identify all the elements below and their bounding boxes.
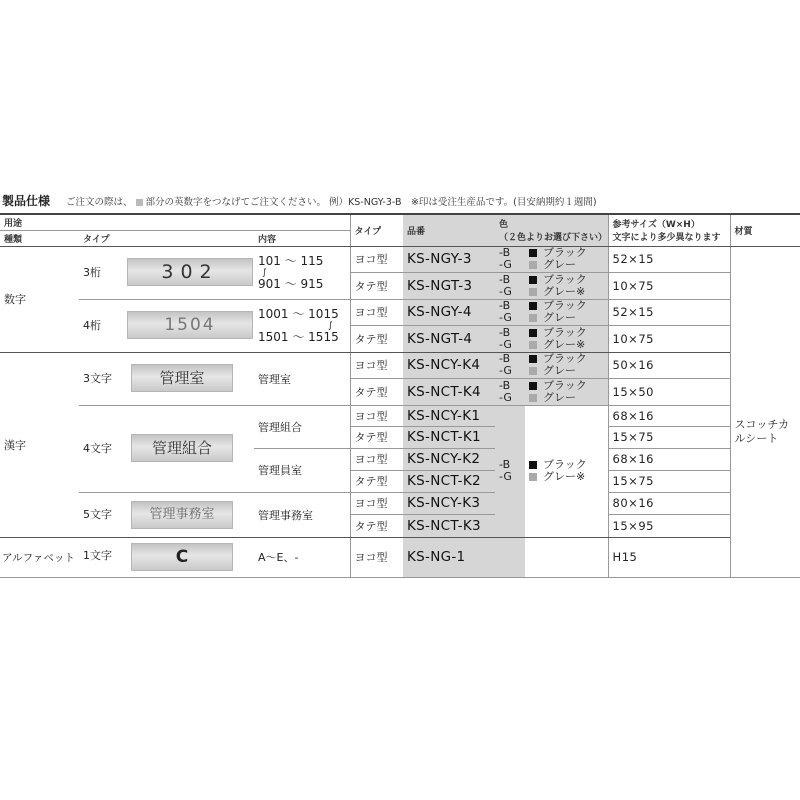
table-row: タテ型 KS-NGT-4 -B -G ブラック グレー※ 10×75 [0, 326, 800, 353]
col-color: 色 （２色よりお選び下さい） [495, 214, 608, 246]
order-note: ご注文の際は、 部分の英数字をつなげてご注文ください。 例）KS-NGY-3-B ※印は受注生産品です。(目安納期約１週間) [66, 197, 597, 208]
size-value: 10×75 [608, 273, 730, 300]
group-digits: 数字 [0, 246, 79, 352]
content-range: 1001 ～ 1015 ∫ 1501 ～ 1515 [254, 299, 350, 352]
part-number: KS-NCT-K1 [403, 427, 495, 449]
gray-swatch [529, 261, 537, 269]
part-number: KS-NGT-3 [403, 273, 495, 300]
black-swatch [529, 382, 537, 390]
sample-plate: 管理室 [131, 364, 233, 392]
part-number: KS-NG-1 [403, 537, 495, 577]
col-size: 参考サイズ（W×H） 文字により多少異なります [608, 214, 730, 246]
gray-swatch [529, 288, 537, 296]
black-swatch [529, 329, 537, 337]
col-part: 品番 [403, 214, 495, 246]
col-kind: 種類 [0, 230, 79, 246]
subtype-cell: 1文字 C [79, 537, 254, 577]
size-value: 52×15 [608, 246, 730, 273]
sample-plate: 302 [127, 258, 253, 286]
table-row: タテ型 KS-NCT-K1 15×75 [0, 427, 800, 449]
table-row: タテ型 KS-NCT-K2 15×75 [0, 471, 800, 493]
part-number: KS-NCT-K3 [403, 515, 495, 538]
subtype-cell: 3桁 302 [79, 246, 254, 299]
black-swatch [529, 249, 537, 257]
part-number: KS-NCT-K4 [403, 379, 495, 406]
size-value: H15 [608, 537, 730, 577]
col-content: 内容 [254, 230, 350, 246]
size-value: 15×95 [608, 515, 730, 538]
col-orient: タイプ [350, 214, 403, 246]
part-number: KS-NCY-K4 [403, 352, 495, 379]
size-value: 50×16 [608, 352, 730, 379]
sample-plate: 1504 [127, 311, 253, 339]
part-number: KS-NGT-4 [403, 326, 495, 353]
table-row: タテ型 KS-NCT-K4 -B -G ブラック グレー 15×50 [0, 379, 800, 406]
part-number: KS-NGY-3 [403, 246, 495, 273]
black-swatch [529, 302, 537, 310]
content-range: 101 ～ 115 ∫ 901 ～ 915 [254, 246, 350, 299]
gray-swatch [529, 341, 537, 349]
size-value: 15×75 [608, 427, 730, 449]
size-value: 10×75 [608, 326, 730, 353]
part-number: KS-NCY-K3 [403, 492, 495, 515]
group-kanji: 漢字 [0, 352, 79, 537]
sample-plate: 管理事務室 [131, 501, 233, 529]
size-value: 68×16 [608, 405, 730, 427]
material-cell: スコッチカルシート [730, 246, 800, 577]
black-swatch [529, 355, 537, 363]
table-row: アルファベット 1文字 C A～E、- ヨコ型 KS-NG-1 H15 [0, 537, 800, 577]
spec-header [0, 191, 800, 211]
subtype-cell: 4桁 1504 [79, 299, 254, 352]
black-swatch [529, 276, 537, 284]
col-material: 材質 [730, 214, 800, 246]
part-number: KS-NCY-K2 [403, 448, 495, 471]
sample-plate: 管理組合 [131, 434, 233, 462]
size-value: 80×16 [608, 492, 730, 515]
table-row: 管理員室 ヨコ型 KS-NCY-K2 68×16 [0, 448, 800, 471]
gray-swatch [529, 394, 537, 402]
black-swatch [529, 461, 537, 469]
col-use: 用途 [0, 214, 350, 230]
gray-swatch [529, 367, 537, 375]
table-row: タテ型 KS-NCT-K3 15×95 [0, 515, 800, 538]
spec-title: 製品仕様 [2, 194, 51, 208]
subtype-cell: 3文字 管理室 [79, 352, 254, 405]
table-row: 漢字 3文字 管理室 管理室 ヨコ型 KS-NCY-K4 -B -G ブラック グレー 50×16 [0, 352, 800, 379]
size-value: 15×50 [608, 379, 730, 406]
part-number: KS-NGY-4 [403, 299, 495, 326]
size-value: 68×16 [608, 448, 730, 471]
table-row: 5文字 管理事務室 管理事務室 ヨコ型 KS-NCY-K3 80×16 [0, 492, 800, 515]
spec-table [0, 213, 800, 578]
table-row: 4桁 1504 1001 ～ 1015 ∫ 1501 ～ 1515 ヨコ型 KS-NGY-4 -B -G ブラック グレー 52×15 [0, 299, 800, 326]
group-alpha: アルファベット [0, 537, 79, 577]
part-number: KS-NCY-K1 [403, 405, 495, 427]
subtype-cell: 5文字 管理事務室 [79, 492, 254, 537]
col-type: タイプ [79, 230, 254, 246]
table-row: 数字 3桁 302 101 ～ 115 ∫ 901 ～ 915 ヨコ型 KS-NGY-3 -B -G ブラック グレー 52×15 スコッチカルシート [0, 246, 800, 273]
gray-swatch [529, 473, 537, 481]
size-value: 15×75 [608, 471, 730, 493]
highlight-square-icon [136, 199, 143, 206]
gray-swatch [529, 314, 537, 322]
size-value: 52×15 [608, 299, 730, 326]
table-row: タテ型 KS-NGT-3 -B -G ブラック グレー※ 10×75 [0, 273, 800, 300]
part-number: KS-NCT-K2 [403, 471, 495, 493]
sample-plate: C [131, 543, 233, 571]
subtype-cell: 4文字 管理組合 [79, 405, 254, 492]
table-row: 4文字 管理組合 管理組合 ヨコ型 KS-NCY-K1 -B -G ブラック グレー※ 68×16 [0, 405, 800, 427]
